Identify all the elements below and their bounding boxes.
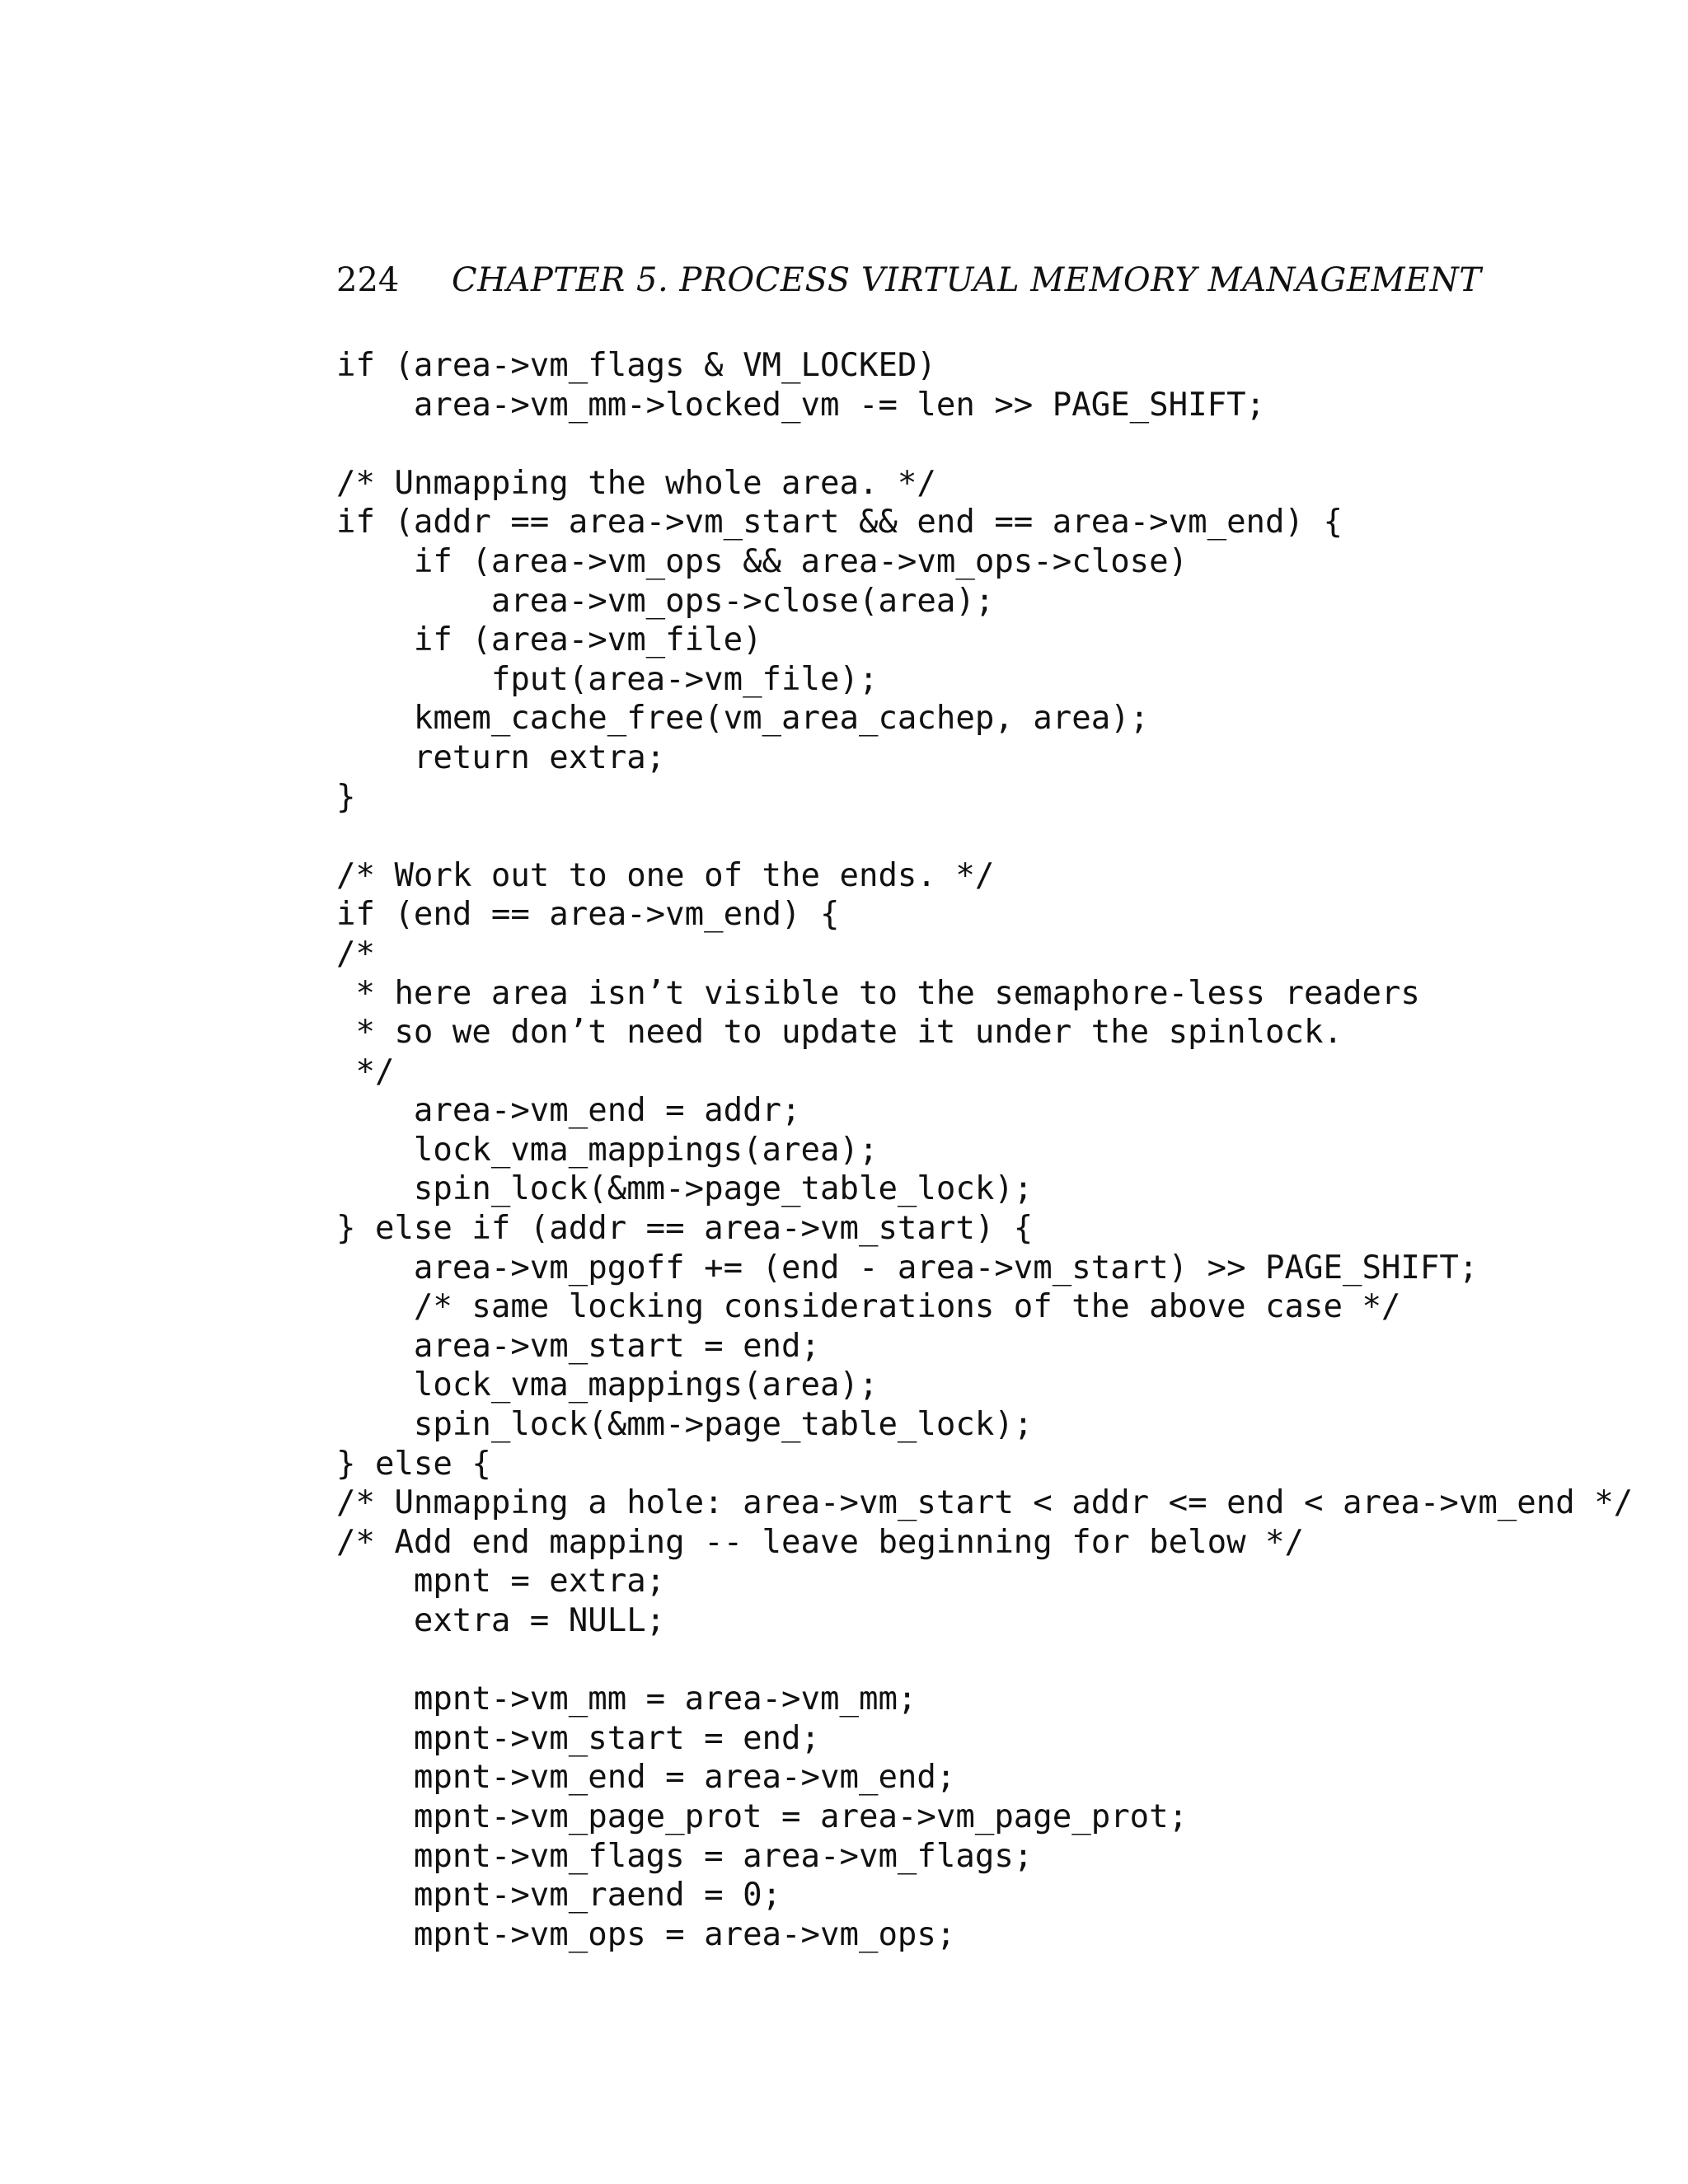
code-line: mpnt = extra; [336, 1563, 666, 1601]
code-line: kmem_cache_free(vm_area_cachep, area); [336, 700, 1150, 738]
code-line: mpnt->vm_raend = 0; [336, 1877, 782, 1915]
code-line: area->vm_start = end; [336, 1327, 820, 1365]
code-line: /* same locking considerations of the above case */ [336, 1288, 1401, 1326]
code-line: return extra; [336, 738, 666, 776]
code-line: mpnt->vm_page_prot = area->vm_page_prot; [336, 1797, 1189, 1835]
code-line: mpnt->vm_end = area->vm_end; [336, 1759, 956, 1797]
code-line: if (area->vm_flags & VM_LOCKED) [336, 347, 936, 384]
code-line: /* Work out to one of the ends. */ [336, 856, 995, 894]
code-line: /* Unmapping the whole area. */ [336, 464, 936, 502]
code-line: mpnt->vm_ops = area->vm_ops; [336, 1915, 956, 1953]
code-line: } [336, 778, 356, 816]
code-line: spin_lock(&mm->page_table_lock); [336, 1170, 1034, 1208]
code-line: mpnt->vm_flags = area->vm_flags; [336, 1837, 1034, 1875]
code-line [336, 817, 1633, 856]
code-line: /* [336, 935, 375, 972]
chapter-running-head: CHAPTER 5. PROCESS VIRTUAL MEMORY MANAGEMENT [452, 261, 1482, 299]
code-line: /* Unmapping a hole: area->vm_start < addr <= end < area->vm_end */ [336, 1484, 1634, 1522]
code-line: mpnt->vm_mm = area->vm_mm; [336, 1680, 917, 1718]
code-line: fput(area->vm_file); [336, 660, 879, 698]
code-line: } else { [336, 1445, 491, 1483]
code-line: lock_vma_mappings(area); [336, 1131, 879, 1169]
code-line: if (end == area->vm_end) { [336, 896, 840, 934]
code-line: if (area->vm_file) [336, 621, 762, 659]
code-line: /* Add end mapping -- leave beginning for below */ [336, 1523, 1304, 1561]
code-line [336, 1641, 1633, 1680]
code-line [336, 424, 1633, 464]
code-line: extra = NULL; [336, 1602, 666, 1639]
code-line: area->vm_ops->close(area); [336, 582, 995, 620]
page-header [336, 255, 1481, 305]
code-line: */ [336, 1052, 395, 1090]
page-number: 224 [336, 261, 400, 299]
code-line: area->vm_pgoff += (end - area->vm_start) >> PAGE_SHIFT; [336, 1249, 1479, 1286]
code-line: mpnt->vm_start = end; [336, 1719, 820, 1757]
code-line: area->vm_end = addr; [336, 1092, 801, 1130]
code-line: if (area->vm_ops && area->vm_ops->close) [336, 542, 1189, 580]
code-line: area->vm_mm->locked_vm -= len >> PAGE_SHIFT; [336, 386, 1266, 424]
code-line: * here area isn’t visible to the semaphore-less readers [336, 974, 1420, 1012]
code-line: if (addr == area->vm_start && end == area->vm_end) { [336, 504, 1343, 541]
code-line: spin_lock(&mm->page_table_lock); [336, 1406, 1034, 1444]
code-listing [336, 346, 1633, 1954]
code-line: * so we don’t need to update it under the spinlock. [336, 1014, 1343, 1052]
code-line: lock_vma_mappings(area); [336, 1366, 879, 1404]
code-line: } else if (addr == area->vm_start) { [336, 1210, 1034, 1248]
